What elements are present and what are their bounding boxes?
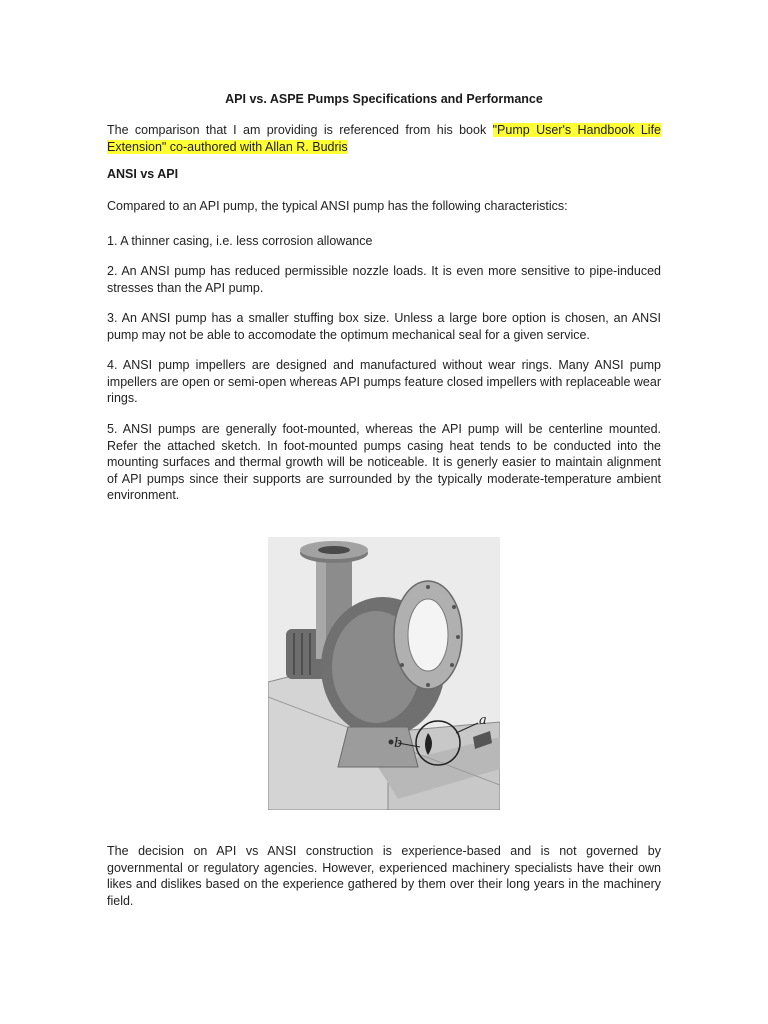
point-3: 3. An ANSI pump has a smaller stuffing box size. Unless a large bore option is chosen, an ANSI pump may not be able to accomodate the optimum mechanical seal for a given service. <box>107 311 661 342</box>
conclusion-paragraph: The decision on API vs ANSI construction is experience-based and is not governed by governmental or regulatory agencies. However, experienced machinery specialists have their own likes and dislikes based on the experience gathered by them over their long years in the machinery field. <box>107 844 661 908</box>
intro-paragraph <box>107 122 661 155</box>
point-5: 5. ANSI pumps are generally foot-mounted, whereas the API pump will be centerline mounted. Refer the attached sketch. In foot-mounted pumps casing heat tends to be conducted into the mounting surfaces and thermal growth will be noticeable. It is generly easier to maintain alignment of API pumps since their supports are surrounded by the typically moderate-temperature ambient environment. <box>107 422 661 502</box>
intro-text: The comparison that I am providing is referenced from his book <box>107 123 493 137</box>
section-heading: ANSI vs API <box>107 167 179 181</box>
highlighted-book-reference: "Pump User's Handbook Life Extension" co-authored with Allan R. Budris <box>107 123 662 154</box>
pump-sketch-drawing <box>268 537 500 810</box>
figure-label-b: b <box>394 736 403 751</box>
lead-paragraph: Compared to an API pump, the typical ANSI pump has the following characteristics: <box>107 199 568 213</box>
point-1: 1. A thinner casing, i.e. less corrosion allowance <box>107 234 373 248</box>
point-2: 2. An ANSI pump has reduced permissible nozzle loads. It is even more sensitive to pipe-induced stresses than the API pump. <box>107 264 661 295</box>
pump-sketch-figure <box>268 537 500 810</box>
document-title: API vs. ASPE Pumps Specifications and Performance <box>225 92 543 106</box>
point-4: 4. ANSI pump impellers are designed and manufactured without wear rings. Many ANSI pump impellers are open or semi-open whereas API pumps feature closed impellers with replaceable wear rings. <box>107 358 661 405</box>
figure-label-a: a <box>479 713 487 728</box>
